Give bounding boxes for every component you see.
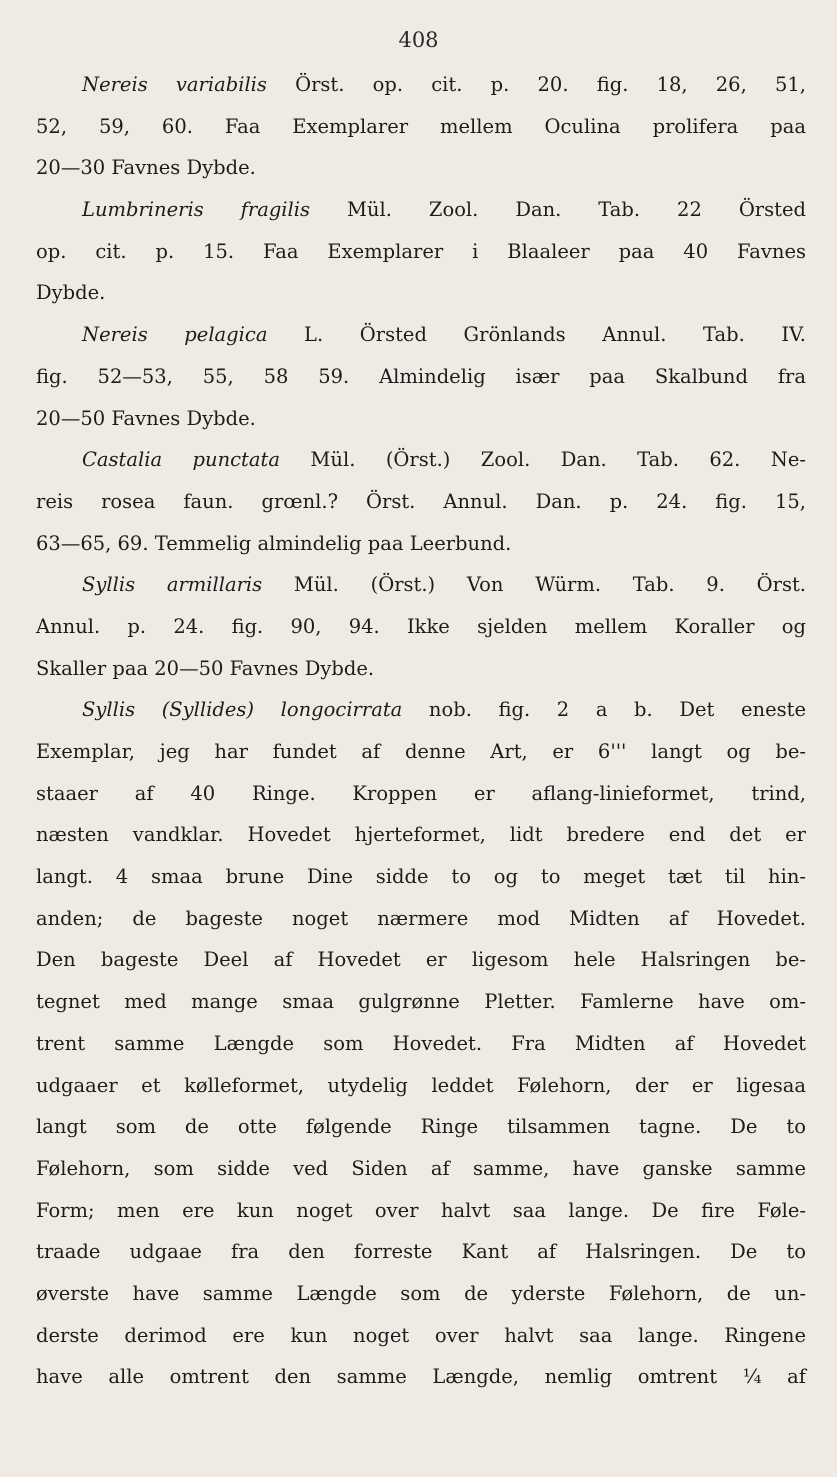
text-line [36,939,806,981]
text-segment: have alle omtrent den samme Længde, nemlig omtrent ¼ af [36,1365,806,1389]
text-line [36,356,806,398]
text-line [36,856,806,898]
text-line [36,981,806,1023]
text-segment: 63—65, 69. Temmelig almindelig paa Leerbund. [36,531,512,555]
text-segment: 52, 59, 60. Faa Exemplarer mellem Oculina prolifera paa [36,114,806,138]
text-segment: reis rosea faun. grœnl.? Örst. Annul. Dan. p. 24. fig. 15, [36,489,806,513]
text-segment: 20—50 Favnes Dybde. [36,406,256,430]
page-number: 408 [398,28,439,52]
text-line [36,773,806,815]
text-segment: nob. fig. 2 a b. Det eneste [402,698,806,722]
text-line [36,1106,806,1148]
text-line [36,606,806,648]
text-segment: langt som de otte følgende Ringe tilsammen tagne. De to [36,1115,806,1139]
species-name: Nereis pelagica [82,323,268,347]
species-name: Castalia punctata [82,448,280,472]
text-line [36,523,806,565]
text-segment: traade udgaae fra den forreste Kant af Halsringen. De to [36,1240,806,1264]
text-line [36,1315,806,1357]
text-segment: næsten vandklar. Hovedet hjerteformet, lidt bredere end det er [36,823,806,847]
text-segment: langt. 4 smaa brune Dine sidde to og to meget tæt til hin- [36,865,806,889]
text-line [36,1065,806,1107]
text-line [36,147,806,189]
text-segment: Dybde. [36,281,106,305]
text-line [36,689,806,731]
species-name: Lumbrineris fragilis [82,198,311,222]
text-segment: L. Örsted Grönlands Annul. Tab. IV. [267,323,806,347]
text-segment: trent samme Længde som Hovedet. Fra Midten af Hovedet [36,1031,806,1055]
text-line [36,64,806,106]
text-segment: Annul. p. 24. fig. 90, 94. Ikke sjelden mellem Koraller og [36,614,806,638]
text-segment: Mül. Zool. Dan. Tab. 22 Örsted [310,198,806,222]
text-line [36,398,806,440]
species-name: Nereis variabilis [82,73,267,96]
text-line [36,1148,806,1190]
text-segment: derste derimod ere kun noget over halvt saa lange. Ringene [36,1323,806,1347]
text-segment: 20—30 Favnes Dybde. [36,156,256,180]
text-segment: udgaaer et kølleformet, utydelig leddet Følehorn, der er ligesaa [36,1073,806,1097]
text-segment: op. cit. p. 15. Faa Exemplarer i Blaaleer paa 40 Favnes [36,239,806,263]
text-segment: øverste have samme Længde som de yderste Følehorn, de un- [36,1281,806,1305]
text-line [36,1190,806,1232]
body-text [36,64,806,1398]
text-segment: Örst. op. cit. p. 20. fig. 18, 26, 51, [266,73,806,96]
text-segment: anden; de bageste noget nærmere mod Midten af Hovedet. [36,906,806,930]
text-line [36,272,806,314]
text-line [36,1023,806,1065]
text-line [36,1273,806,1315]
text-line [36,814,806,856]
text-line [36,1356,806,1398]
text-line [36,648,806,690]
text-line [36,439,806,481]
text-line [36,731,806,773]
species-name: Syllis armillaris [82,573,263,597]
text-segment: Følehorn, som sidde ved Siden af samme, have ganske samme [36,1156,806,1180]
text-line [36,1231,806,1273]
text-line [36,231,806,273]
text-line [36,314,806,356]
text-segment: tegnet med mange smaa gulgrønne Pletter. Famlerne have om- [36,990,806,1014]
text-line [36,481,806,523]
text-line [36,564,806,606]
text-line [36,898,806,940]
text-segment: staaer af 40 Ringe. Kroppen er aflang-linieformet, trind, [36,781,806,805]
text-line [36,189,806,231]
text-segment: Skaller paa 20—50 Favnes Dybde. [36,656,375,680]
text-segment: fig. 52—53, 55, 58 59. Almindelig især paa Skalbund fra [36,364,806,388]
text-line [36,106,806,148]
species-name: Syllis (Syllides) longocirrata [82,698,403,722]
text-segment: Form; men ere kun noget over halvt saa lange. De fire Føle- [36,1198,806,1222]
text-segment: Mül. (Örst.) Von Würm. Tab. 9. Örst. [262,573,806,597]
text-segment: Exemplar, jeg har fundet af denne Art, er 6''' langt og be- [36,740,806,763]
text-segment: Mül. (Örst.) Zool. Dan. Tab. 62. Ne- [280,448,806,472]
text-segment: Den bageste Deel af Hovedet er ligesom hele Halsringen be- [36,948,806,972]
